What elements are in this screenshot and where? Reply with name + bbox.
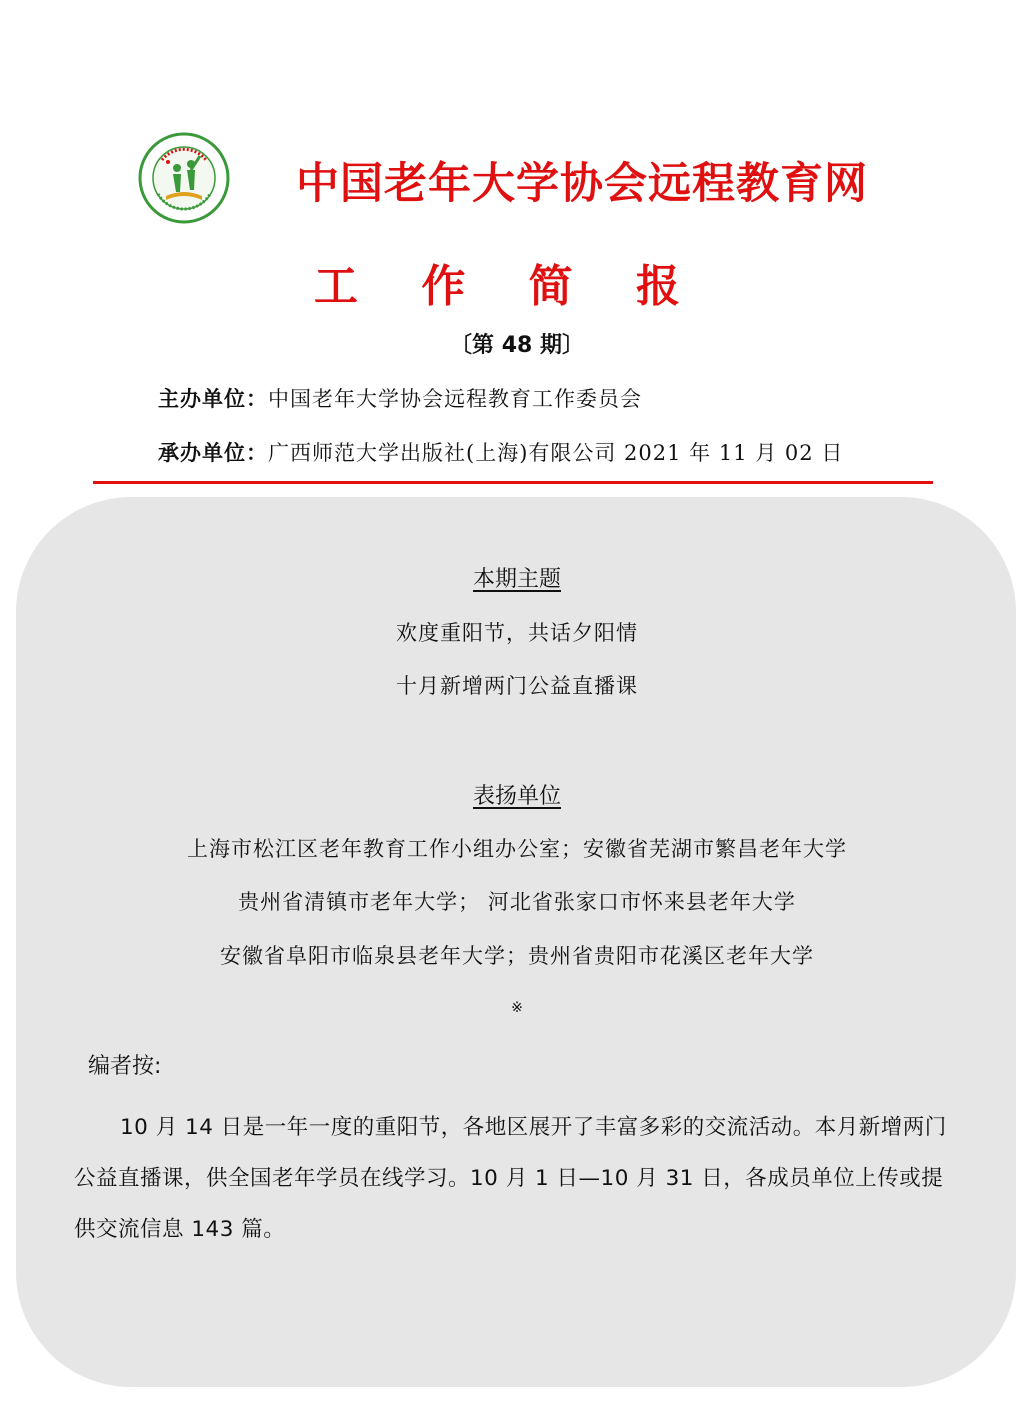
theme-heading: 本期主题 — [472, 567, 561, 592]
theme-item: 欢度重阳节，共话夕阳情 — [396, 621, 638, 645]
editor-note-text: 10 月 14 日是一年一度的重阳节，各地区展开了丰富多彩的交流活动。本月新增两门公益直播课，供全国老年学员在线学习。10 月 1 日—10 月 31 日，各成员单位上传或提供交流信息 143 篇。 — [74, 1115, 947, 1242]
co-organizer-label: 承办单位： — [158, 441, 268, 465]
theme-item: 十月新增两门公益直播课 — [396, 674, 638, 698]
commended-line: 安徽省阜阳市临泉县老年大学；贵州省贵阳市花溪区老年大学 — [220, 944, 814, 968]
report-title — [0, 250, 1034, 314]
header-divider — [93, 481, 933, 484]
organizer-value: 中国老年大学协会远程教育工作委员会 — [268, 387, 642, 411]
issue-number: 〔第 48 期〕 — [450, 333, 584, 358]
co-organizer-line — [158, 437, 843, 467]
association-emblem-icon — [138, 132, 230, 224]
commended-line: 上海市松江区老年教育工作小组办公室；安徽省芜湖市繁昌老年大学 — [187, 837, 847, 861]
editor-note-label: 编者按: — [88, 1054, 162, 1079]
organizer-line — [158, 383, 642, 413]
org-title: 中国老年大学协会远程教育网 — [296, 159, 868, 209]
commend-heading: 表扬单位 — [472, 784, 561, 809]
commended-line: 贵州省清镇市老年大学； 河北省张家口市怀来县老年大学 — [238, 890, 796, 914]
report-title-text: 工 作 简 报 — [314, 261, 704, 312]
co-organizer-value: 广西师范大学出版社(上海)有限公司 2021 年 11 月 02 日 — [268, 441, 844, 465]
organizer-label: 主办单位： — [158, 387, 268, 411]
separator-mark: ※ — [511, 1000, 523, 1016]
